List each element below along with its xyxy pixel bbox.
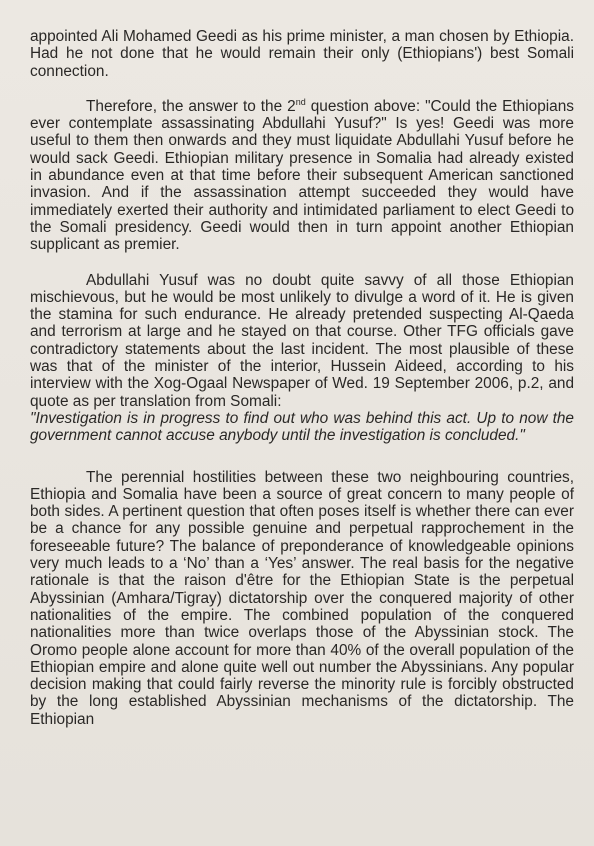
block-quote <box>30 410 574 445</box>
quote-text: "Investigation is in progress to find out who was behind this act. Up to now the government cannot accuse anybody until the investigation is concluded." <box>30 409 574 445</box>
ordinal-superscript: nd <box>295 96 306 107</box>
page-bottom-edge <box>0 838 594 846</box>
paragraph-2-text-start: Therefore, the answer to the 2 <box>86 97 296 115</box>
paragraph-3 <box>30 272 574 410</box>
paragraph-2 <box>30 98 574 254</box>
paragraph-4-text: The perennial hostilities between these two neighbouring countries, Ethiopia and Somalia have been a source of great concern to many people of both sides. A pertinent question that often poses itself is whether there can ever be a chance for any possible genuine and perpetual rapprochement in the foreseeable future? The balance of preponderance of knowledgeable opinions very much leads to a ‘No’ than a ‘Yes’ answer. The real basis for the negative rationale is that the raison d'être for the Ethiopian State is the perpetual Abyssinian (Amhara/Tigray) dictatorship over the conquered majority of other nationalities of the empire. The combined population of the conquered nationalities more than twice overlaps those of the Abyssinian stock. The Oromo people alone account for more than 40% of the overall population of the Ethiopian empire and alone quite well out number the Abyssinians. Any popular decision making that could fairly reverse the minority rule is forcibly obstructed by the long established Abyssinian mechanisms of the dictatorship. The Ethiopian <box>30 468 574 728</box>
paragraph-2-text-end: question above: "Could the Ethiopians ever contemplate assassinating Abdullahi Yusuf?" Is yes! Geedi was more useful to them then onwards and they must liquidate Abdullahi Yusuf before he would sack Geedi. Ethiopian military presence in Somalia had already existed in abundance even at that time before their subsequent American sanctioned invasion. And if the assassination attempt succeeded they would have immediately exerted their authority and intimidated parliament to elect Geedi to the Somali presidency. Geedi would then in turn appoint another Ethiopian supplicant as premier. <box>30 97 574 254</box>
paragraph-3-text: Abdullahi Yusuf was no doubt quite savvy of all those Ethiopian mischievous, but he would be most unlikely to divulge a word of it. He is given the stamina for such endurance. He already pretended suspecting Al-Qaeda and terrorism at large and he stayed on that course. Other TFG officials gave contradictory statements about the last incident. The most plausible of these was that of the minister of the interior, Hussein Aideed, according to his interview with the Xog-Ogaal Newspaper of Wed. 19 September 2006, p.2, and quote as per translation from Somali: <box>30 271 574 410</box>
paragraph-4 <box>30 469 574 728</box>
paragraph-1-text: appointed Ali Mohamed Geedi as his prime minister, a man chosen by Ethiopia. Had he not done that he would remain their only (Ethiopians') best Somali connection. <box>30 28 574 80</box>
paragraph-1 <box>30 28 574 80</box>
